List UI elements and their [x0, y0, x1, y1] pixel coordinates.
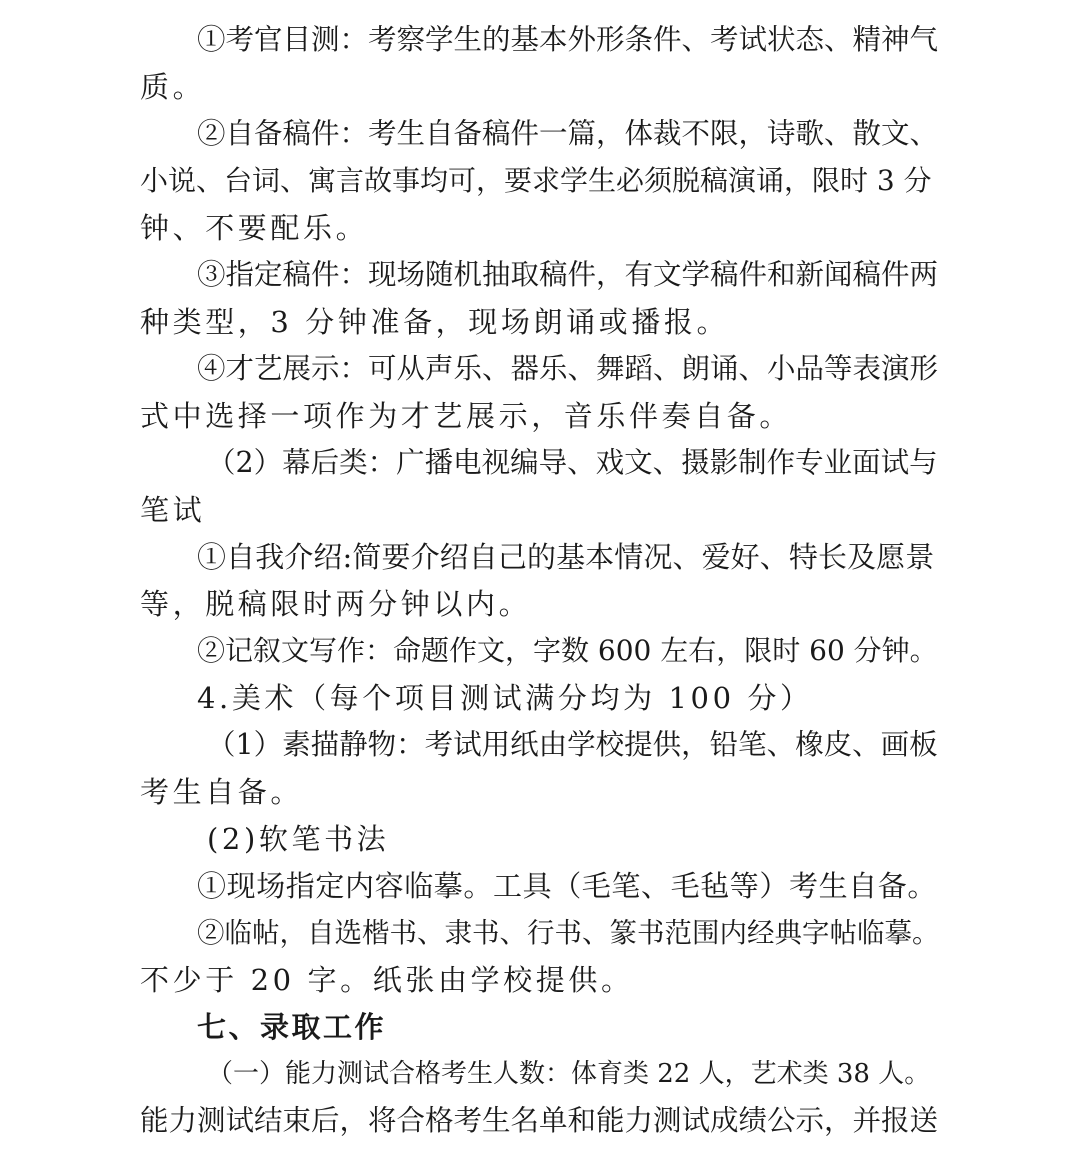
text-line: ④才艺展示：可从声乐、器乐、舞蹈、朗诵、小品等表演形 [197, 352, 939, 385]
section-subheading: (2)软笔书法 [207, 822, 390, 856]
section-heading: 七、录取工作 [197, 1010, 387, 1044]
text-line: 等，脱稿限时两分钟以内。 [140, 587, 532, 621]
text-line: ②自备稿件：考生自备稿件一篇，体裁不限，诗歌、散文、 [197, 117, 939, 150]
text-line: ①自我介绍:简要介绍自己的基本情况、爱好、特长及愿景 [197, 540, 935, 574]
text-line: 质。 [140, 70, 206, 104]
text-line: 种类型，3 分钟准备，现场朗诵或播报。 [140, 305, 730, 339]
text-line: 能力测试结束后，将合格考生名单和能力测试成绩公示，并报送 [140, 1104, 939, 1137]
text-line: 钟、不要配乐。 [140, 211, 369, 245]
text-line: 不少于 20 字。纸张由学校提供。 [140, 963, 634, 997]
text-line: （一）能力测试合格考生人数：体育类 22 人，艺术类 38 人。 [207, 1059, 931, 1089]
text-line: 式中选择一项作为才艺展示，音乐伴奏自备。 [140, 399, 793, 433]
text-line: 小说、台词、寓言故事均可，要求学生必须脱稿演诵，限时 3 分 [140, 164, 932, 197]
text-line: ①考官目测：考察学生的基本外形条件、考试状态、精神气 [197, 23, 939, 56]
text-line: ②记叙文写作：命题作文，字数 600 左右，限时 60 分钟。 [197, 634, 938, 667]
text-line: ③指定稿件：现场随机抽取稿件，有文学稿件和新闻稿件两 [197, 258, 939, 291]
text-line: 笔试 [140, 493, 206, 527]
text-line: 考生自备。 [140, 775, 304, 809]
text-line: ①现场指定内容临摹。工具（毛笔、毛毡等）考生自备。 [197, 869, 938, 903]
text-line: （1）素描静物：考试用纸由学校提供，铅笔、橡皮、画板 [207, 728, 938, 761]
section-subheading: （2）幕后类：广播电视编导、戏文、摄影制作专业面试与 [207, 446, 938, 479]
text-line: ②临帖，自选楷书、隶书、行书、篆书范围内经典字帖临摹。 [197, 917, 940, 949]
section-subheading: 4.美术（每个项目测试满分均为 100 分） [197, 681, 813, 715]
